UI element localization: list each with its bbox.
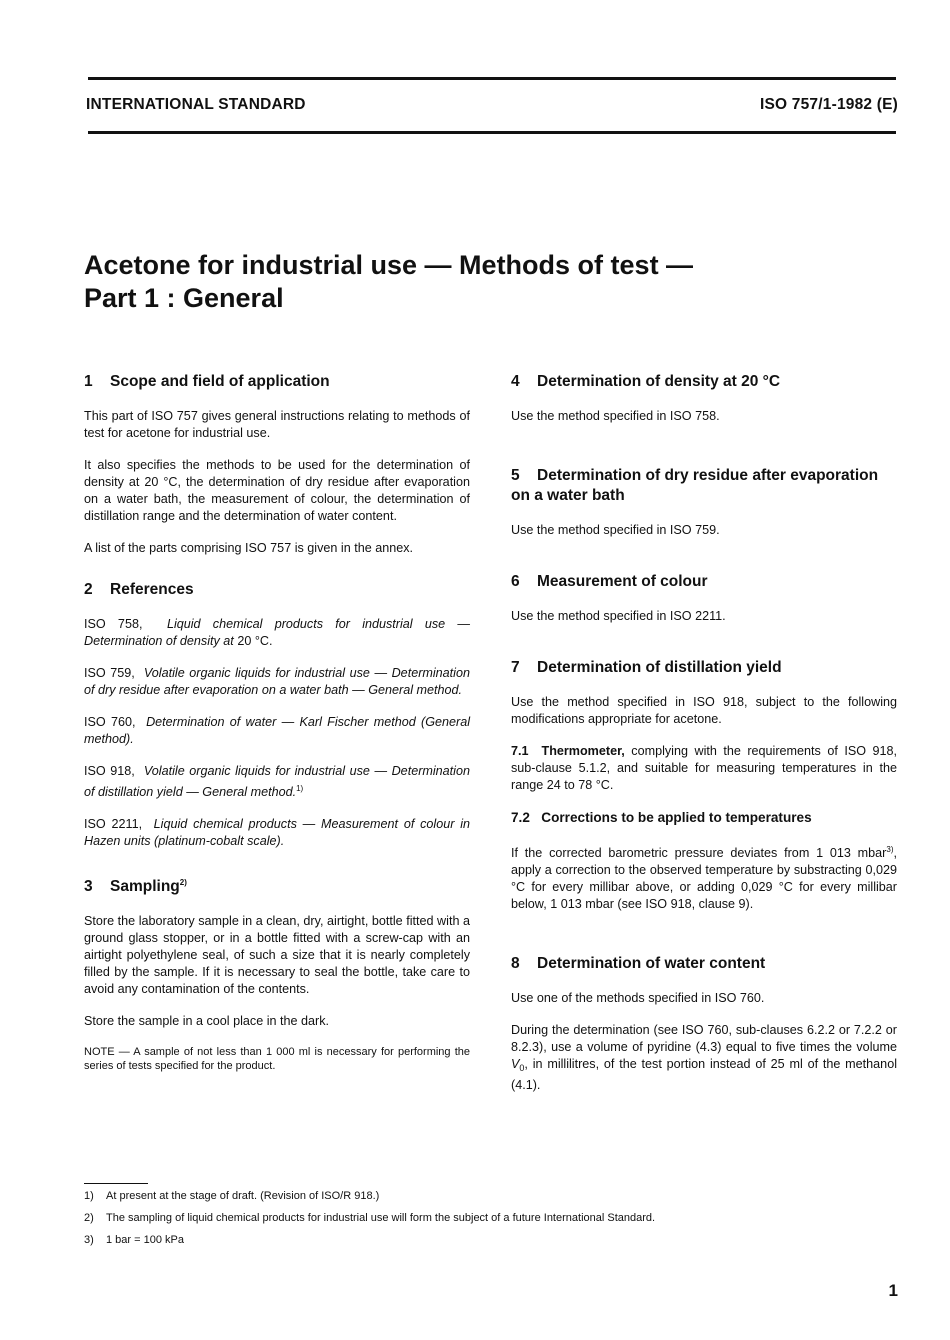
reference-item: ISO 758, Liquid chemical products for industrial use — Determination of density at 20 °C.: [84, 617, 470, 648]
footnote-marker: 2): [179, 878, 187, 888]
footnote-rule: [84, 1183, 148, 1184]
right-column: [511, 372, 897, 1109]
section-1-paragraph: It also specifies the methods to be used for the determination of density at 20 °C, the determination of dry residue after evaporation on a water bath, the measurement of colour, the determination of distillation range and the determination of water content.: [84, 458, 470, 523]
section-8-heading: 8 Determination of water content: [511, 955, 766, 973]
subsection-7-2-paragraph: If the corrected barometric pressure deviates from 1 013 mbar$^{3)}$, apply a correction to the observed temperature by substracting 0,029 °C for every millibar above, or adding 0,029 °C for every millibar below, 1 013 mbar (see ISO 918, clause 9).: [511, 845, 897, 912]
reference-item: ISO 760, Determination of water — Karl Fischer method (General method).: [84, 715, 470, 746]
section-1-paragraph: This part of ISO 757 gives general instructions relating to methods of test for acetone for industrial use.: [84, 409, 470, 440]
reference-item: ISO 918, Volatile organic liquids for industrial use — Determination of distillation yield — General method.$^{1)}$: [84, 764, 470, 800]
reference-item: ISO 759, Volatile organic liquids for industrial use — Determination of dry residue after evaporation on a water bath — General method.: [84, 666, 470, 697]
note: NOTE — A sample of not less than 1 000 ml is necessary for performing the series of tests specified for the product.: [84, 1046, 470, 1073]
footnote: 2) The sampling of liquid chemical products for industrial use will form the subject of a future International Standard.: [84, 1212, 656, 1224]
section-3-paragraph: Store the laboratory sample in a clean, dry, airtight, bottle fitted with a ground glass stopper, or in a bottle fitted with a screw-cap with an airtight polyethylene seal, of such a size that it is nearly completely filled by the sample. If it is necessary to seal the bottle, take care to avoid any contamination of the contents.: [84, 914, 470, 997]
footnote-marker: 3): [886, 845, 894, 854]
document-reference: ISO 757/1-1982 (E): [759, 96, 898, 113]
title-line-2: Part 1 : General: [84, 283, 284, 313]
left-column: [84, 372, 470, 1073]
section-2-heading: 2 References: [84, 581, 194, 598]
subsection-7-1: 7.1 Thermometer, complying with the requirements of ISO 918, sub-clause 5.1.2, and suitable for measuring temperatures in the range 24 to 78 °C.: [511, 744, 898, 792]
section-8-paragraph: Use one of the methods specified in ISO 760.: [511, 991, 765, 1006]
reference-item: ISO 2211, Liquid chemical products — Measurement of colour in Hazen units (platinum-cobalt scale).: [84, 817, 471, 849]
page-number: 1: [888, 1281, 898, 1300]
section-7-heading: 7 Determination of distillation yield: [511, 659, 782, 676]
section-1-paragraph: A list of the parts comprising ISO 757 is given in the annex.: [84, 541, 414, 555]
document-type: INTERNATIONAL STANDARD: [86, 96, 306, 113]
section-3-heading: 3 Sampling$^{2)}$: [84, 878, 187, 896]
section-8-paragraph: During the determination (see ISO 760, sub-clauses 6.2.2 or 7.2.2 or 8.2.3), use a volume of pyridine (4.3) equal to five times the volume $V_0$, in millilitres, of the test portion instead of 25 ml of the methanol (4.1).: [511, 1023, 897, 1093]
section-4-heading: 4 Determination of density at 20 °C: [511, 373, 781, 390]
header-top-rule: [88, 77, 896, 80]
header-bottom-rule: [88, 131, 896, 134]
footnotes: [84, 1189, 904, 1255]
footnote-marker: 1): [296, 784, 304, 793]
footnote: 3) 1 bar = 100 kPa: [84, 1234, 184, 1246]
section-1-heading: 1 Scope and field of application: [84, 373, 330, 390]
section-5-paragraph: Use the method specified in ISO 759.: [511, 523, 720, 537]
section-3-paragraph: Store the sample in a cool place in the dark.: [84, 1014, 330, 1029]
section-6-paragraph: Use the method specified in ISO 2211.: [511, 609, 726, 623]
footnote: 1) At present at the stage of draft. (Revision of ISO/R 918.): [84, 1190, 380, 1202]
section-7-paragraph: Use the method specified in ISO 918, subject to the following modifications appropriate for acetone.: [511, 695, 897, 726]
section-6-heading: 6 Measurement of colour: [511, 573, 708, 590]
title-line-1: Acetone for industrial use — Methods of test —: [84, 250, 694, 280]
section-5-heading: 5 Determination of dry residue after evaporation on a water bath: [511, 467, 879, 504]
section-4-paragraph: Use the method specified in ISO 758.: [511, 409, 720, 423]
page-title: [84, 249, 693, 315]
subsection-7-2-heading: 7.2 Corrections to be applied to temperatures: [511, 810, 812, 825]
